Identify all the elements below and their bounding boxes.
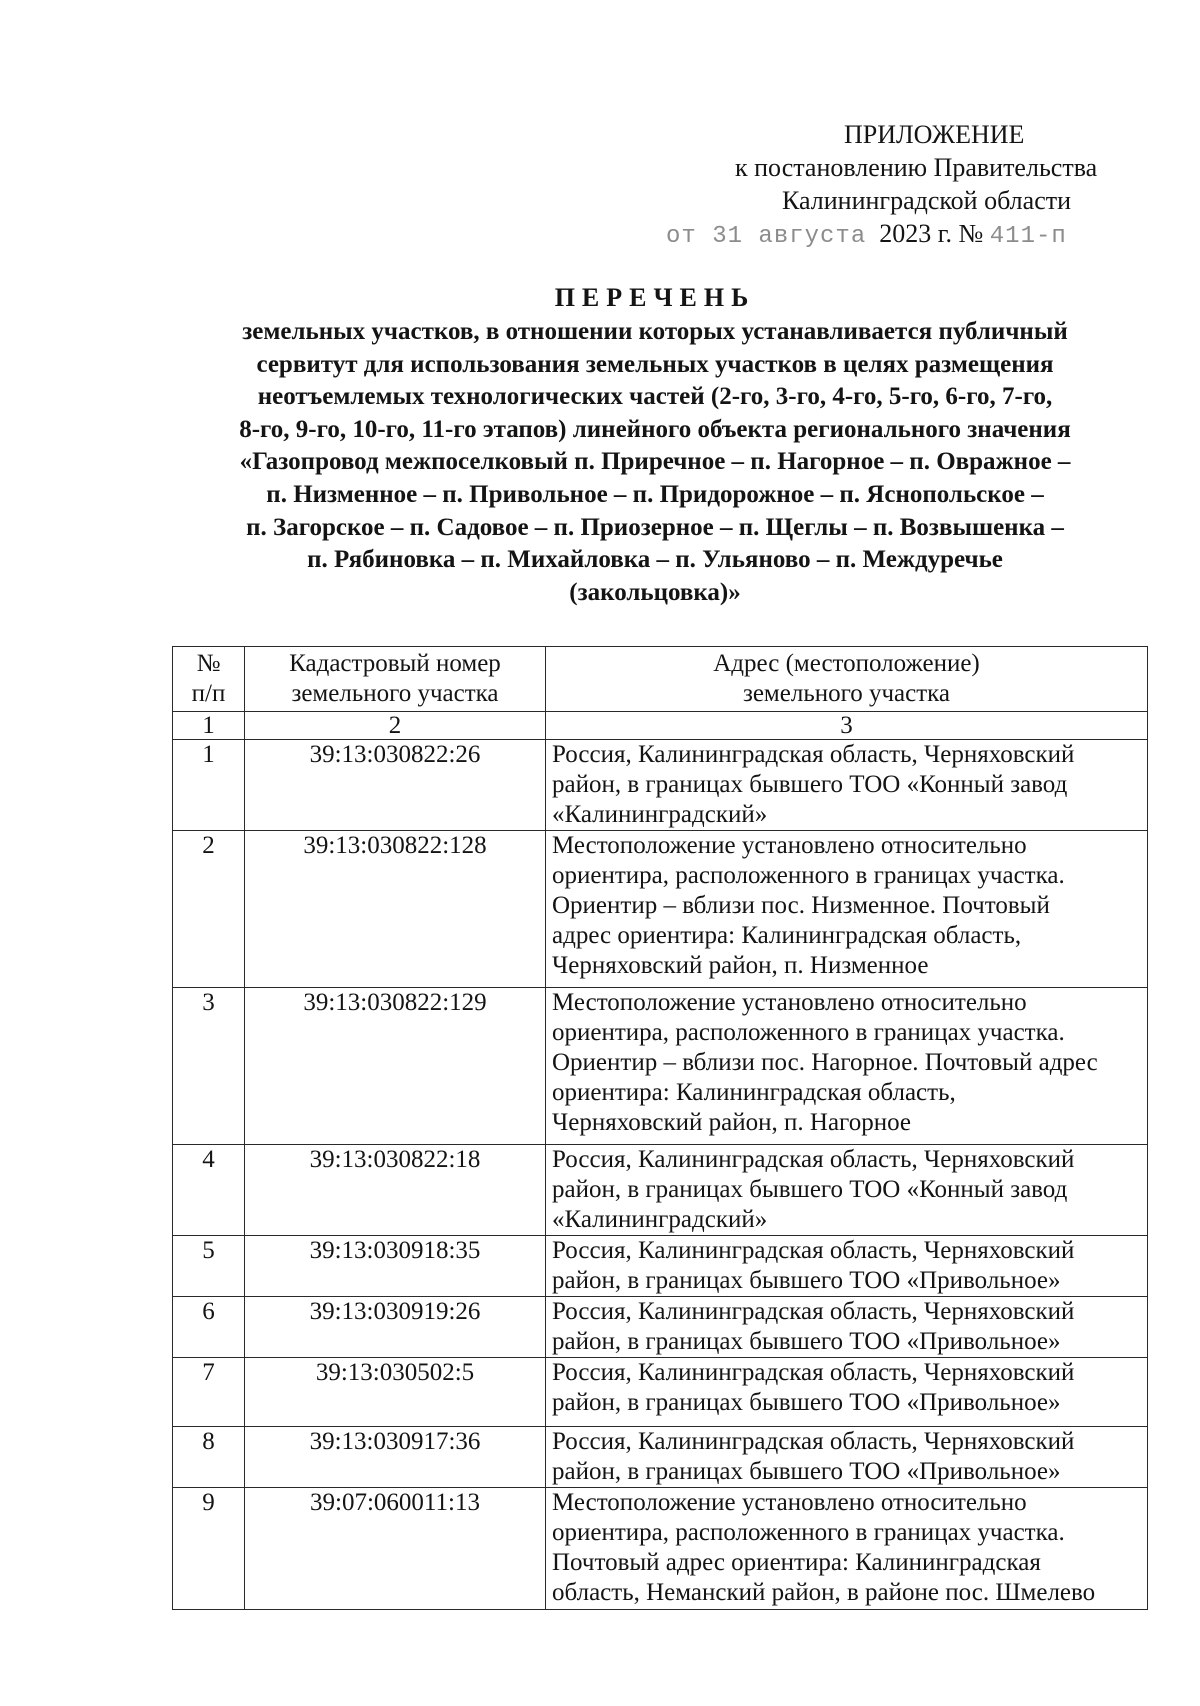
table-row <box>173 740 1148 831</box>
row-number: 9 <box>173 1488 245 1610</box>
column-number: 2 <box>245 712 546 740</box>
cadastral-number: 39:13:030822:128 <box>245 831 546 988</box>
plot-address: Россия, Калининградская область, Черняховский район, в границах бывшего ТОО «Привольное» <box>546 1297 1148 1358</box>
table-row <box>173 1236 1148 1297</box>
heading-line: сервитут для использования земельных участков в целях размещения <box>256 350 1054 378</box>
heading-line: п. Рябиновка – п. Михайловка – п. Ульяново – п. Междуречье <box>307 546 1003 574</box>
column-number-row <box>173 712 1148 740</box>
number-stamp: 411-п <box>989 223 1067 250</box>
heading-line: «Газопровод межпоселковый п. Приречное – п. Нагорное – п. Овражное – <box>239 448 1071 476</box>
heading-line: п. Низменное – п. Привольное – п. Придорожное – п. Яснопольское – <box>266 480 1044 508</box>
column-number: 3 <box>546 712 1148 740</box>
plot-address: Россия, Калининградская область, Черняховский район, в границах бывшего ТОО «Конный завод «Калининградский» <box>546 740 1148 831</box>
year-number-label: 2023 г. № <box>879 219 984 248</box>
heading-line: земельных участков, в отношении которых устанавливается публичный <box>242 318 1068 345</box>
table-row <box>173 1358 1148 1427</box>
table-row <box>173 831 1148 988</box>
row-number: 7 <box>173 1358 245 1427</box>
heading-line: (закольцовка)» <box>569 578 741 606</box>
heading-line: неотъемлемых технологических частей (2-го, 3-го, 4-го, 5-го, 6-го, 7-го, <box>257 383 1053 411</box>
document-heading <box>170 282 1140 609</box>
table-row <box>173 1427 1148 1488</box>
plot-address: Россия, Калининградская область, Черняховский район, в границах бывшего ТОО «Конный завод «Калининградский» <box>546 1145 1148 1236</box>
table-row <box>173 988 1148 1145</box>
appendix-title: ПРИЛОЖЕНИЕ <box>844 120 1025 149</box>
heading-line: п. Загорское – п. Садовое – п. Приозерное – п. Щеглы – п. Возвышенка – <box>246 513 1064 541</box>
plot-address: Местоположение установлено относительно ориентира, расположенного в границах участка. Ориентир – вблизи пос. Низменное. Почтовый адрес ориентира: Калининградская область, Черняховский район, п. Низменное <box>546 831 1148 988</box>
table-row <box>173 1297 1148 1358</box>
row-number: 2 <box>173 831 245 988</box>
document-title: ПЕРЕЧЕНЬ <box>554 283 756 312</box>
row-number: 3 <box>173 988 245 1145</box>
cadastral-number: 39:13:030822:129 <box>245 988 546 1145</box>
appendix-block <box>666 118 1180 253</box>
plot-address: Россия, Калининградская область, Черняховский район, в границах бывшего ТОО «Привольное» <box>546 1358 1148 1427</box>
date-stamp: от 31 августа <box>666 223 867 250</box>
appendix-resolution-line: к постановлению Правительства <box>735 153 1098 182</box>
column-number: 1 <box>173 712 245 740</box>
land-plots-table <box>172 646 1148 1610</box>
cadastral-number: 39:13:030918:35 <box>245 1236 546 1297</box>
table-header-row <box>173 647 1148 712</box>
plot-address: Местоположение установлено относительно ориентира, расположенного в границах участка. Ориентир – вблизи пос. Нагорное. Почтовый адрес ориентира: Калининградская область, Черняховский район, п. Нагорное <box>546 988 1148 1145</box>
cadastral-number: 39:13:030822:26 <box>245 740 546 831</box>
appendix-date-line <box>666 217 1180 253</box>
plot-address: Россия, Калининградская область, Черняховский район, в границах бывшего ТОО «Привольное» <box>546 1427 1148 1488</box>
header-cadastral: Кадастровый номер земельного участка <box>245 647 546 712</box>
header-address: Адрес (местоположение) земельного участка <box>546 647 1148 712</box>
row-number: 1 <box>173 740 245 831</box>
table-row <box>173 1145 1148 1236</box>
header-number: № п/п <box>173 647 245 712</box>
cadastral-number: 39:13:030822:18 <box>245 1145 546 1236</box>
appendix-region-line: Калининградской области <box>782 186 1072 215</box>
row-number: 8 <box>173 1427 245 1488</box>
cadastral-number: 39:13:030919:26 <box>245 1297 546 1358</box>
plot-address: Местоположение установлено относительно ориентира, расположенного в границах участка. Почтовый адрес ориентира: Калининградская область, Неманский район, в районе пос. Шмелево <box>546 1488 1148 1610</box>
cadastral-number: 39:13:030502:5 <box>245 1358 546 1427</box>
plot-address: Россия, Калининградская область, Черняховский район, в границах бывшего ТОО «Привольное» <box>546 1236 1148 1297</box>
heading-line: 8-го, 9-го, 10-го, 11-го этапов) линейного объекта регионального значения <box>239 415 1071 443</box>
cadastral-number: 39:07:060011:13 <box>245 1488 546 1610</box>
table-row <box>173 1488 1148 1610</box>
row-number: 4 <box>173 1145 245 1236</box>
row-number: 6 <box>173 1297 245 1358</box>
row-number: 5 <box>173 1236 245 1297</box>
cadastral-number: 39:13:030917:36 <box>245 1427 546 1488</box>
